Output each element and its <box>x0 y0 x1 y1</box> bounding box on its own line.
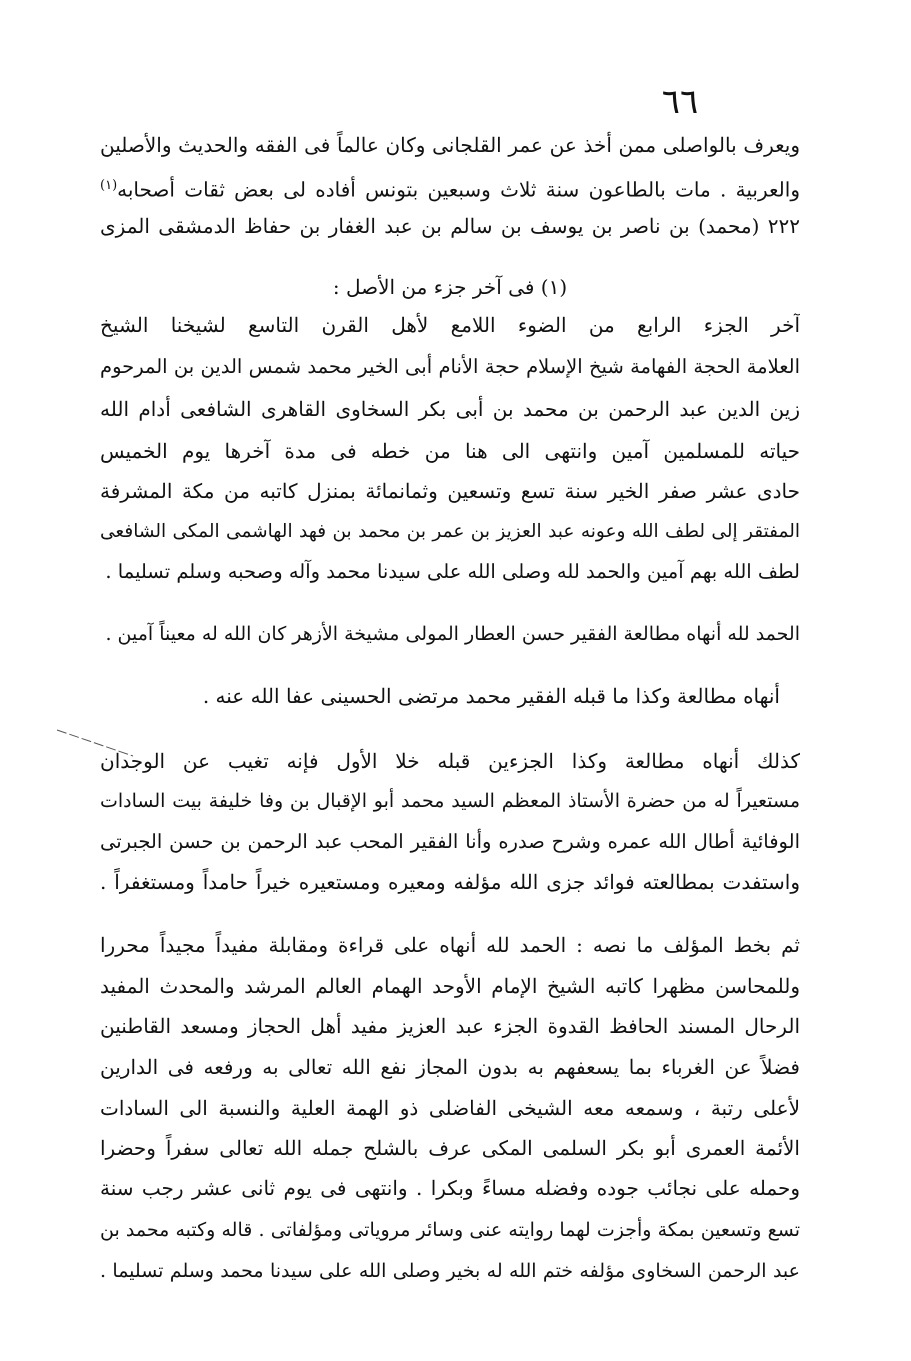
colophon-2-line-7: وحمله على نجائب جوده وفضله مساءً وبكرا . وانتهى فى يوم ثانى عشر رجب سنة <box>100 1176 800 1200</box>
colophon-1-line-2: العلامة الحجة الفهامة شيخ الإسلام حجة الأنام أبى الخير محمد شمس الدين بن المرحوم <box>100 355 800 378</box>
colophon-2-line-3: الرحال المسند الحافظ القدوة الجزء عبد العزيز مفيد أهل الحجاز ومسعد القاطنين <box>100 1014 800 1038</box>
note-jabarti-line-4: واستفدت بمطالعته فوائد جزى الله مؤلفه ومعيره ومستعيره خيراً حامداً ومستغفراً . <box>100 870 800 894</box>
colophon-1-line-4: حياته للمسلمين آمين وانتهى الى هنا من خطه فى مدة آخرها يوم الخميس <box>100 439 800 463</box>
colophon-1-line-3: زين الدين عبد الرحمن بن محمد بن أبى بكر السخاوى القاهرى الشافعى أدام الله <box>100 397 800 421</box>
note-murtada: أنهاه مطالعة وكذا ما قبله الفقير محمد مرتضى الحسينى عفا الله عنه . <box>202 684 780 708</box>
note-attar: الحمد لله أنهاه مطالعة الفقير حسن العطار المولى مشيخة الأزهر كان الله له معيناً آمين . <box>105 623 800 645</box>
colophon-1-line-7: لطف الله بهم آمين والحمد لله وصلى الله على سيدنا محمد وآله وصحبه وسلم تسليما . <box>105 560 800 583</box>
footnote-marker: (١) <box>100 178 118 193</box>
page-number: ٦٦ <box>661 82 699 122</box>
footnote-heading: (١) فى آخر جزء من الأصل : <box>332 275 568 299</box>
colophon-2-line-4: فضلاً عن الغرباء بما يسعفهم به بدون المجاز نفع الله تعالى به ورفعه فى الدارين <box>100 1055 800 1079</box>
main-text-line-1: ويعرف بالواصلى ممن أخذ عن عمر القلجانى وكان عالماً فى الفقه والحديث والأصلين <box>100 133 800 157</box>
colophon-1-line-5: حادى عشر صفر الخير سنة تسع وتسعين وثمانمائة بمنزل كاتبه من مكة المشرفة <box>100 479 800 503</box>
colophon-2-line-2: وللمحاسن مظهرا كاتبه الشيخ الإمام الأوحد الهمام العالم المرشد والمحدث المفيد <box>100 974 800 998</box>
colophon-2-line-8: تسع وتسعين بمكة وأجزت لهما روايته عنى وسائر مروياتى ومؤلفاتى . قاله وكتبه محمد بن <box>100 1219 800 1241</box>
biography-entry-222: ٢٢٢ (محمد) بن ناصر بن يوسف بن سالم بن عبد الغفار بن حفاظ الدمشقى المزى <box>100 214 800 238</box>
colophon-2-line-1: ثم بخط المؤلف ما نصه : الحمد لله أنهاه على قراءة ومقابلة مفيداً مجيداً محررا <box>100 933 800 957</box>
colophon-2-line-6: الأئمة العمرى أبو بكر السلمى المكى عرف بالشلح جمله الله تعالى سفراً وحضرا <box>100 1136 800 1160</box>
main-text-line-2 <box>100 166 800 206</box>
note-jabarti-line-1: كذلك أنهاه مطالعة وكذا الجزءين قبله خلا الأول فإنه تغيب عن الوجدان <box>100 749 800 773</box>
colophon-2-line-9: عبد الرحمن السخاوى مؤلفه ختم الله له بخير وصلى الله على سيدنا محمد وسلم تسليما . <box>100 1260 800 1282</box>
colophon-2-line-5: لأعلى رتبة ، وسمعه معه الشيخى الفاضلى ذو الهمة العلية والنسبة الى السادات <box>100 1096 800 1120</box>
colophon-1-line-1: آخر الجزء الرابع من الضوء اللامع لأهل القرن التاسع لشيخنا الشيخ <box>100 313 800 337</box>
colophon-1-line-6: المفتقر إلى لطف الله وعونه عبد العزيز بن عمر بن محمد بن فهد الهاشمى المكى الشافعى <box>100 521 800 542</box>
main-text-line-2-body: والعربية . مات بالطاعون سنة ثلاث وسبعين بتونس أفاده لى بعض ثقات أصحابه <box>117 177 800 202</box>
note-jabarti-line-2: مستعيراً له من حضرة الأستاذ المعظم السيد محمد أبو الإقبال بن وفا خليفة بيت السادات <box>100 790 800 812</box>
note-jabarti-line-3: الوفائية أطال الله عمره وشرح صدره وأنا الفقير المحب عبد الرحمن بن حسن الجبرتى <box>100 830 800 853</box>
